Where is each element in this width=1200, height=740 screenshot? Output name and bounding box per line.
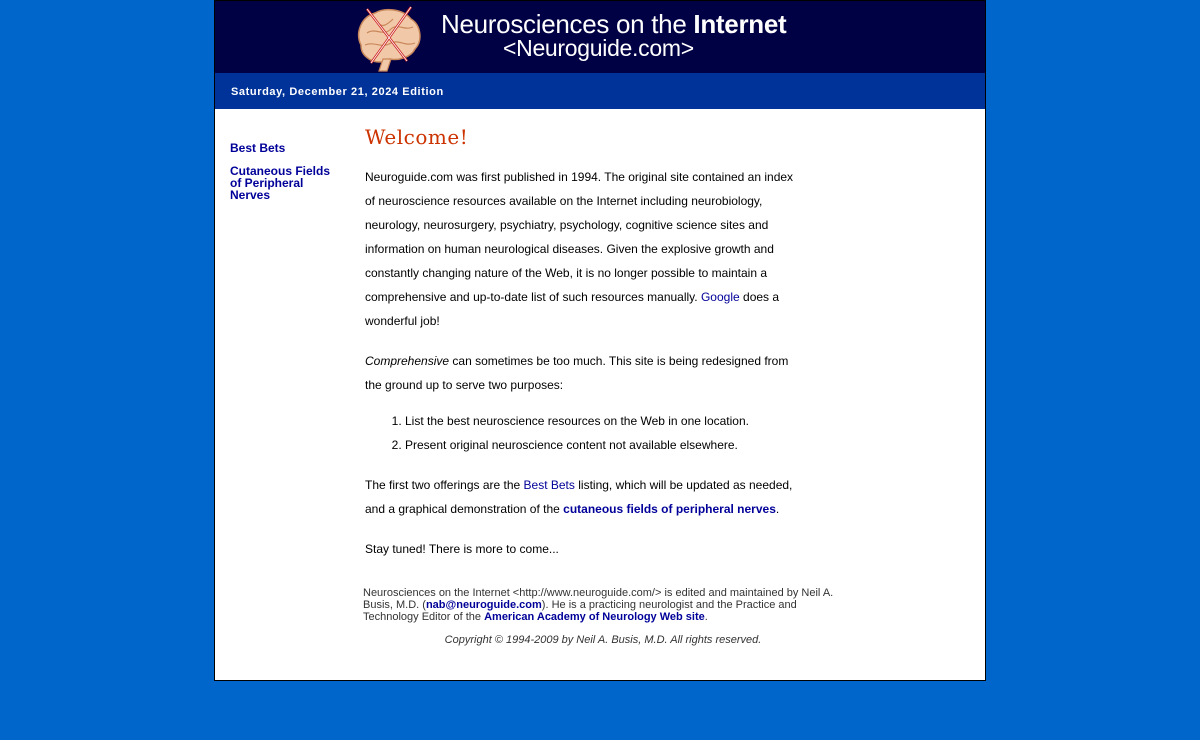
aan-website-link[interactable]: American Academy of Neurology Web site (484, 611, 705, 623)
purpose-item: 2. Present original neuroscience content not available elsewhere. (405, 433, 801, 457)
footer-credits: Neurosciences on the Internet <http://www.neuroguide.com/> is edited and maintained by Neil A. Busis, M.D. (nab@neuroguide.com). He is a practicing neurologist and the Practice and Technology Editor of the American Academy of Neurology Web site. (363, 587, 834, 623)
google-link[interactable]: Google (700, 290, 740, 304)
cutaneous-fields-link[interactable]: cutaneous fields of peripheral nerves (563, 502, 776, 516)
brain-logo-icon (353, 3, 425, 73)
page-container (214, 0, 986, 681)
offerings-paragraph: The first two offerings are the Best Bets listing, which will be updated as needed, and a graphical demonstration of the cutaneous fields of peripheral nerves. (365, 478, 793, 516)
best-bets-link[interactable]: Best Bets (523, 478, 575, 492)
edition-date: Saturday, December 21, 2024 Edition (231, 86, 444, 98)
purposes-list (365, 409, 801, 457)
edition-band (215, 73, 985, 109)
main-content (365, 125, 801, 561)
purpose-item: 1. List the best neuroscience resources on the Web in one location. (405, 409, 801, 433)
email-link[interactable]: nab@neuroguide.com (425, 599, 542, 611)
sidebar-link-best-bets[interactable]: Best Bets (230, 141, 286, 155)
copyright-notice: Copyright © 1994-2009 by Neil A. Busis, M.D. All rights reserved. (444, 634, 762, 646)
header-banner (215, 1, 985, 73)
redesign-paragraph: Comprehensive can sometimes be too much. This site is being redesigned from the ground up to serve two purposes: (365, 354, 789, 392)
sidebar-nav (230, 142, 355, 212)
site-title-line2: <Neuroguide.com> (503, 35, 694, 61)
sidebar-link-cutaneous-fields[interactable]: Cutaneous Fields of Peripheral Nerves (230, 164, 331, 202)
welcome-heading: Welcome! (365, 125, 469, 149)
site-title-line1: Neurosciences on the Internet (441, 9, 787, 39)
intro-paragraph: Neuroguide.com was first published in 1994. The original site contained an index of neuroscience resources available on the Internet including neurobiology, neurology, neurosurgery, psychiatry, psychology, cognitive science sites and information on human neurological diseases. Given the explosive growth and constantly changing nature of the Web, it is no longer possible to maintain a comprehensive and up-to-date list of such resources manually. Google does a wonderful job! (365, 170, 794, 328)
stay-tuned-paragraph: Stay tuned! There is more to come... (365, 542, 559, 556)
footer (363, 587, 843, 646)
